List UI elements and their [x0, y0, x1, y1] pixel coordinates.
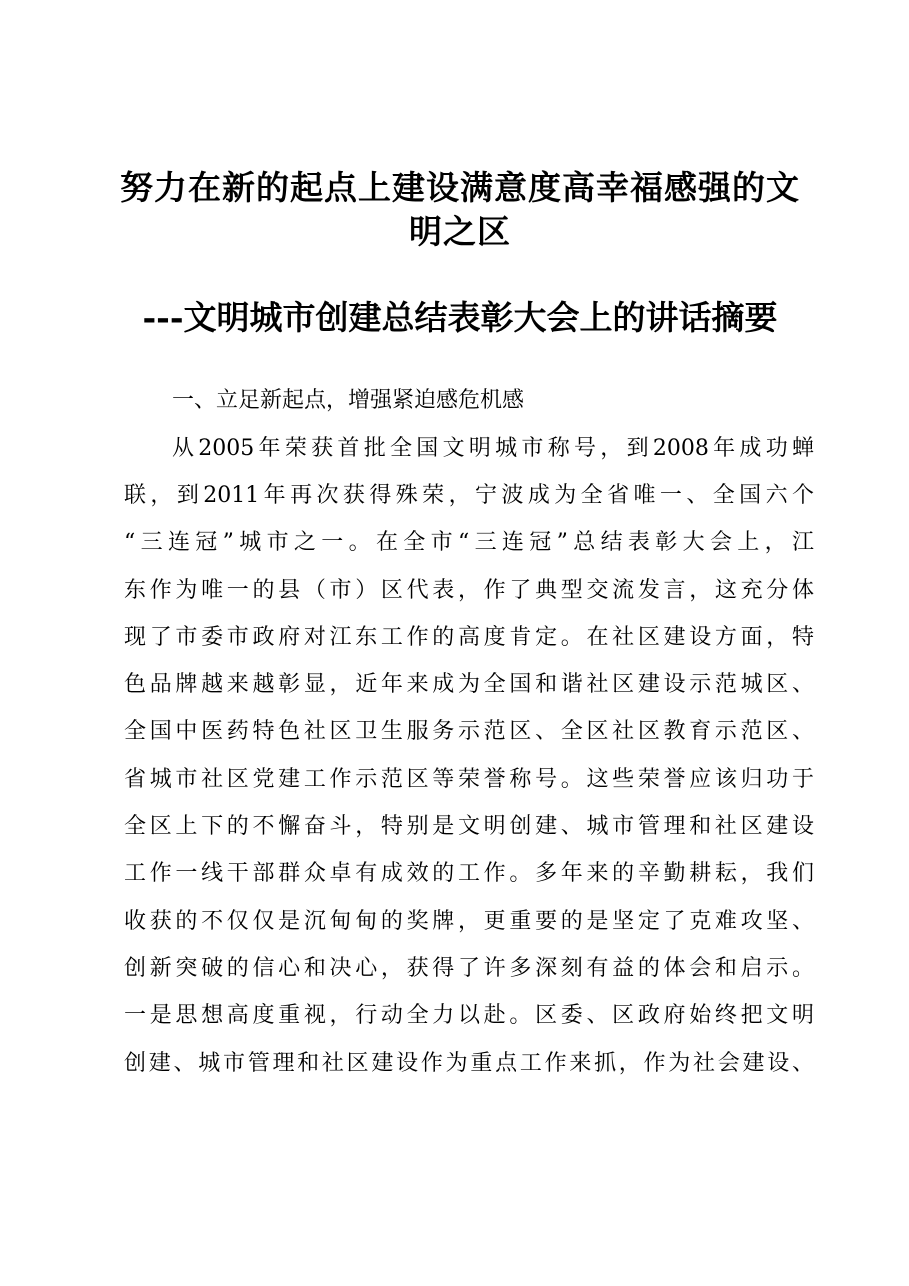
body-line: 创建、城市管理和社区建设作为重点工作来抓，作为社会建设、 — [124, 1051, 814, 1076]
body-line: 全国中医药特色社区卫生服务示范区、全区社区教育示范区、 — [124, 719, 814, 744]
body-line: 联，到2011年再次获得殊荣，宁波成为全省唯一、全国六个 — [124, 483, 814, 508]
body-line: 创新突破的信心和决心，获得了许多深刻有益的体会和启示。 — [124, 956, 814, 981]
body-line: 全区上下的不懈奋斗，特别是文明创建、城市管理和社区建设 — [124, 814, 814, 839]
body-line: 从2005年荣获首批全国文明城市称号，到2008年成功蝉 — [172, 436, 814, 461]
body-line: 色品牌越来越彰显，近年来成为全国和谐社区建设示范城区、 — [124, 672, 814, 697]
body-line: 东作为唯一的县（市）区代表，作了典型交流发言，这充分体 — [124, 578, 814, 603]
document-title-line-1: 努力在新的起点上建设满意度高幸福感强的文 — [120, 168, 800, 207]
body-line: “三连冠”城市之一。在全市“三连冠”总结表彰大会上，江 — [124, 530, 814, 555]
document-title-line-2: 明之区 — [409, 212, 511, 251]
body-line: 一是思想高度重视，行动全力以赴。区委、区政府始终把文明 — [124, 1003, 814, 1028]
body-line: 工作一线干部群众卓有成效的工作。多年来的辛勤耕耘，我们 — [124, 861, 814, 886]
body-line: 现了市委市政府对江东工作的高度肯定。在社区建设方面，特 — [124, 625, 814, 650]
body-line: 省城市社区党建工作示范区等荣誉称号。这些荣誉应该归功于 — [124, 767, 814, 792]
document-subtitle: ---文明城市创建总结表彰大会上的讲话摘要 — [142, 298, 778, 337]
section-heading: 一、立足新起点，增强紧迫感危机感 — [172, 388, 525, 413]
body-line: 收获的不仅仅是沉甸甸的奖牌，更重要的是坚定了克难攻坚、 — [124, 909, 814, 934]
